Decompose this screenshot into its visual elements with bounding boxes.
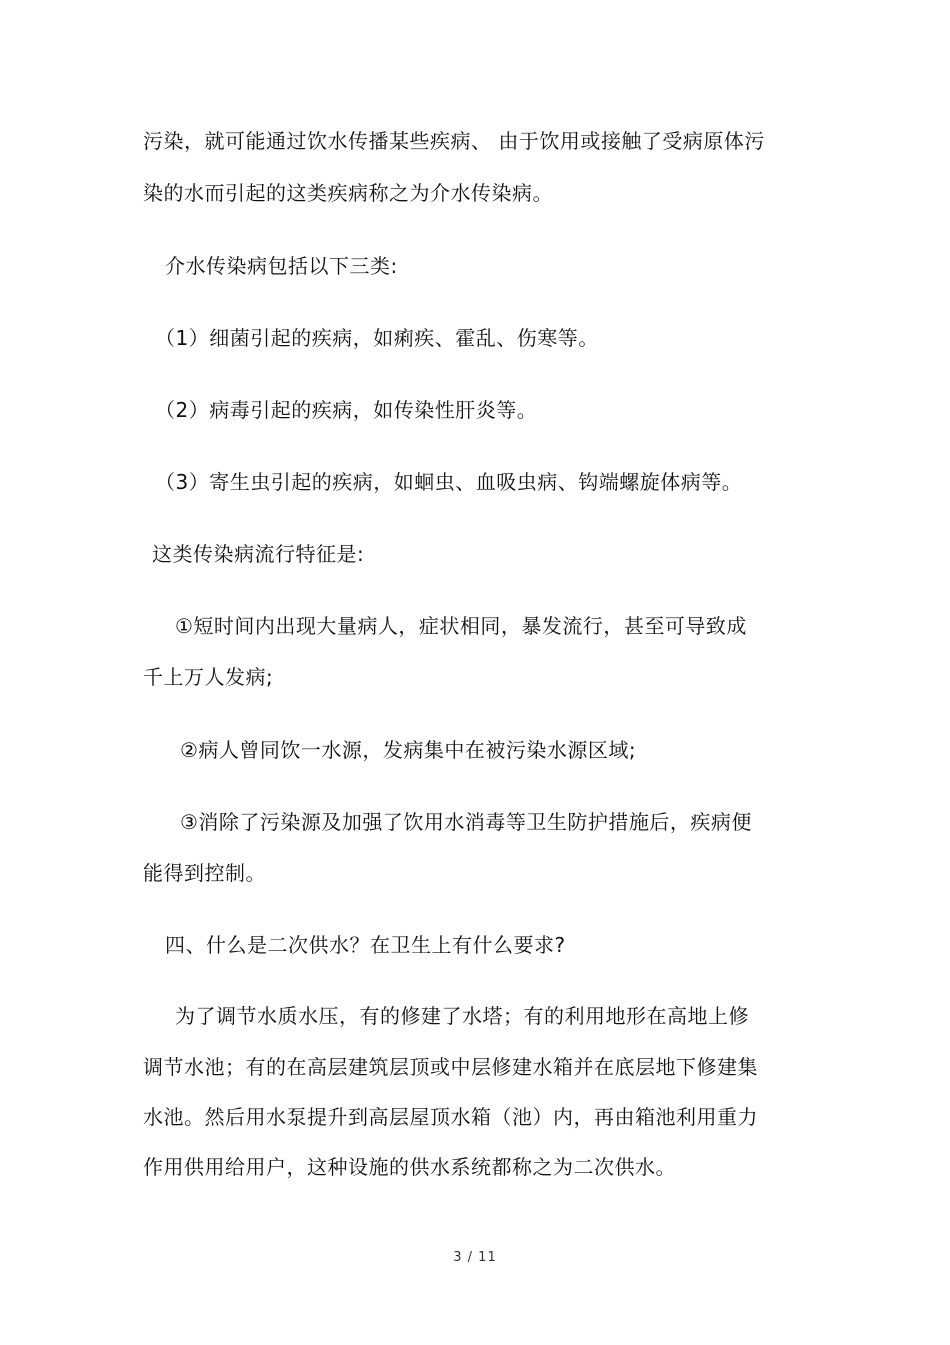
text-line-9: 千上万人发病; — [143, 665, 274, 689]
text-line-15: 调节水池；有的在高层建筑层顶或中层修建水箱并在底层地下修建集 — [143, 1055, 758, 1079]
text-line-4: （1）细菌引起的疾病，如痢疾、霍乱、伤寒等。 — [155, 326, 599, 350]
text-line-13: 四、什么是二次供水？在卫生上有什么要求? — [165, 933, 566, 957]
text-line-12: 能得到控制。 — [143, 861, 266, 885]
text-line-10: ②病人曾同饮一水源，发病集中在被污染水源区域; — [180, 738, 637, 762]
page-number: 3 / 11 — [453, 1250, 497, 1265]
text-line-1: 污染，就可能通过饮水传播某些疾病、 由于饮用或接触了受病原体污 — [143, 129, 765, 153]
text-line-17: 作用供用给用户，这种设施的供水系统都称之为二次供水。 — [143, 1155, 676, 1179]
text-line-2: 染的水而引起的这类疾病称之为介水传染病。 — [143, 181, 553, 205]
text-line-6: （3）寄生虫引起的疾病，如蛔虫、血吸虫病、钩端螺旋体病等。 — [155, 470, 743, 494]
text-line-14: 为了调节水质水压，有的修建了水塔；有的利用地形在高地上修 — [175, 1004, 749, 1028]
text-line-8: ①短时间内出现大量病人，症状相同，暴发流行，甚至可导致成 — [175, 614, 747, 638]
text-line-11: ③消除了污染源及加强了饮用水消毒等卫生防护措施后，疾病便 — [180, 810, 752, 834]
text-line-7: 这类传染病流行特征是: — [152, 542, 365, 566]
text-line-5: （2）病毒引起的疾病，如传染性肝炎等。 — [155, 398, 538, 422]
text-line-16: 水池。然后用水泵提升到高层屋顶水箱（池）内，再由箱池利用重力 — [143, 1105, 758, 1129]
text-line-3: 介水传染病包括以下三类: — [165, 254, 398, 278]
